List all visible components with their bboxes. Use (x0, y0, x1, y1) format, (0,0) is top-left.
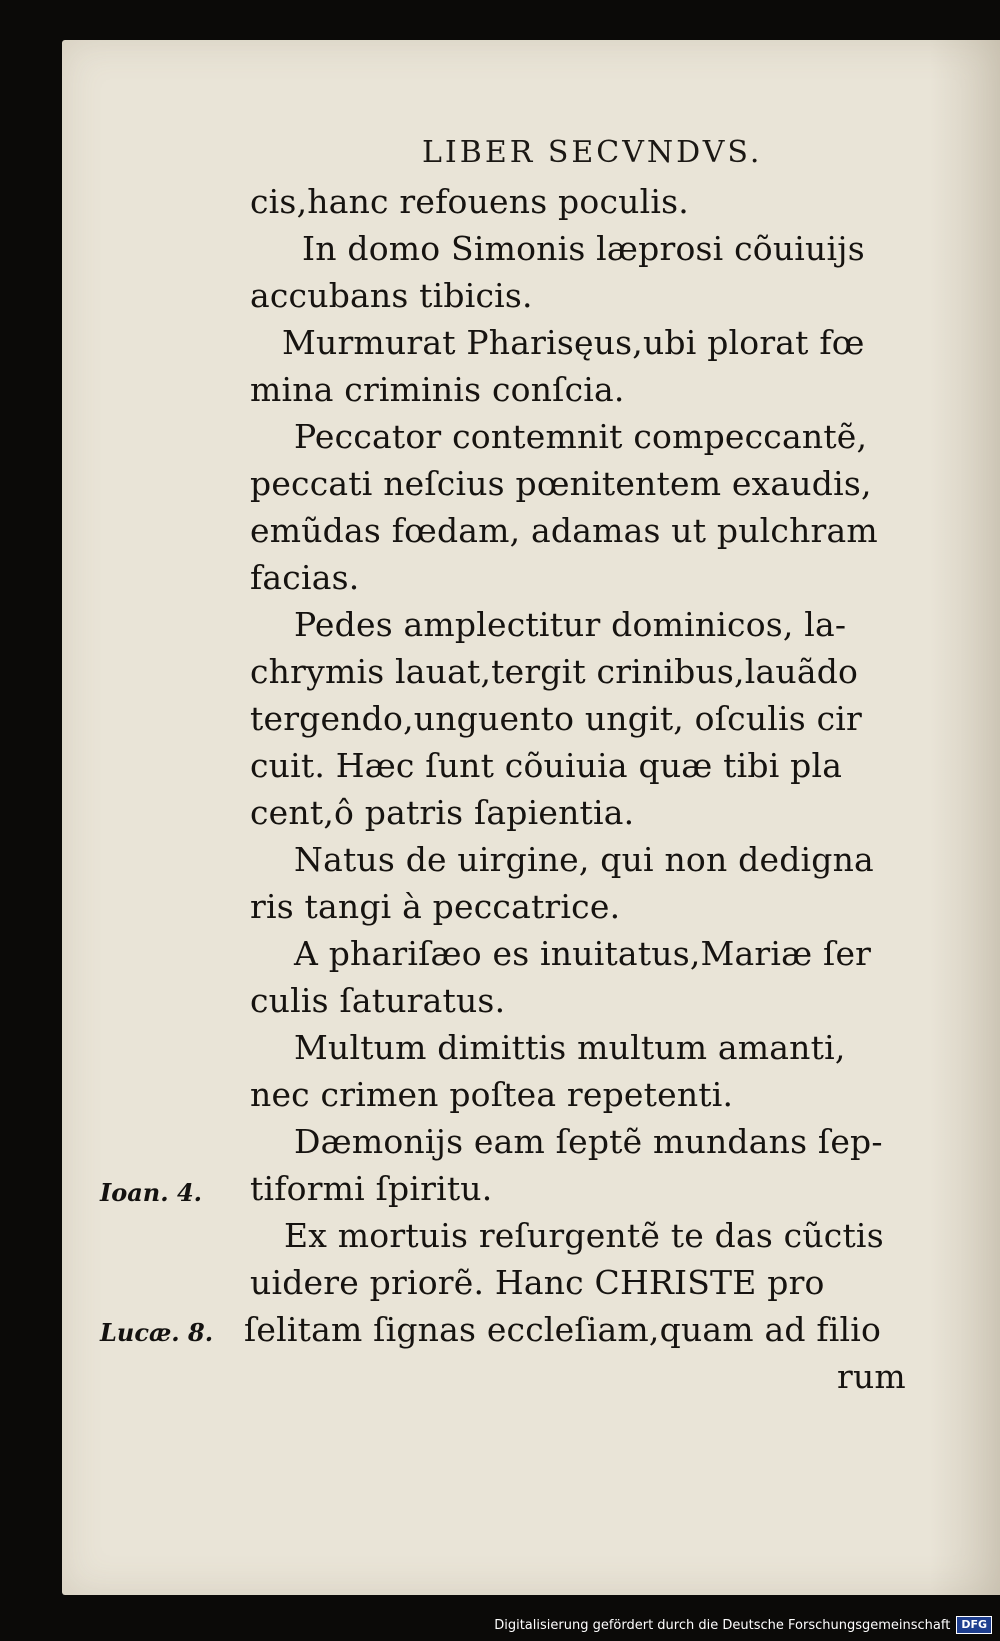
text-line: ſelitam ſignas eccleſiam,quam ad filio (244, 1310, 882, 1349)
text-line: Pedes amplectitur dominicos, la- (294, 605, 847, 644)
text-line: Peccator contemnit compeccantẽ, (294, 417, 868, 456)
text-line: ris tangi à peccatrice. (250, 887, 621, 926)
text-line: In domo Simonis læprosi cõuiuijs (302, 229, 865, 268)
text-line: mina criminis conſcia. (250, 370, 625, 409)
text-line: peccati neſcius pœnitentem exaudis, (250, 464, 872, 503)
text-line: accubans tibicis. (250, 276, 533, 315)
running-head: LIBER SECVNDVS. (422, 135, 763, 170)
text-line: uidere priorẽ. Hanc CHRISTE pro (250, 1263, 825, 1302)
text-line: emũdas fœdam, adamas ut pulchram (250, 511, 878, 550)
margin-note: Ioan. 4. (100, 1178, 202, 1207)
book-page (62, 40, 1000, 1595)
catchword: rum (837, 1357, 906, 1396)
text-line: Murmurat Pharisęus,ubi plorat fœ (282, 323, 865, 362)
text-line: cent,ô patris ſapientia. (250, 793, 635, 832)
text-line: tergendo,unguento ungit, oſculis cir (250, 699, 863, 738)
text-line: cuit. Hæc ſunt cõuiuia quæ tibi pla (250, 746, 843, 785)
text-line: Dæmonijs eam ſeptẽ mundans ſep- (294, 1122, 883, 1161)
text-line: Multum dimittis multum amanti, (294, 1028, 846, 1067)
footer-credit: Digitalisierung gefördert durch die Deutsche Forschungsgemeinschaft (494, 1617, 951, 1633)
text-line: facias. (250, 558, 360, 597)
dfg-logo-icon: DFG (956, 1616, 992, 1634)
text-line: A phariſæo es inuitatus,Mariæ ſer (294, 934, 872, 973)
margin-note: Lucæ. 8. (100, 1318, 214, 1347)
text-line: culis ſaturatus. (250, 981, 506, 1020)
digitization-footer (494, 1613, 992, 1637)
text-line: chrymis lauat,tergit crinibus,lauãdo (250, 652, 859, 691)
text-line: tiformi ſpiritu. (250, 1169, 493, 1208)
text-line: cis,hanc refouens poculis. (250, 182, 689, 221)
text-line: nec crimen poſtea repetenti. (250, 1075, 734, 1114)
page-gutter-shadow (930, 40, 1000, 1595)
text-line: Natus de uirgine, qui non dedigna (294, 840, 874, 879)
text-line: Ex mortuis reſurgentẽ te das cũctis (284, 1216, 884, 1255)
